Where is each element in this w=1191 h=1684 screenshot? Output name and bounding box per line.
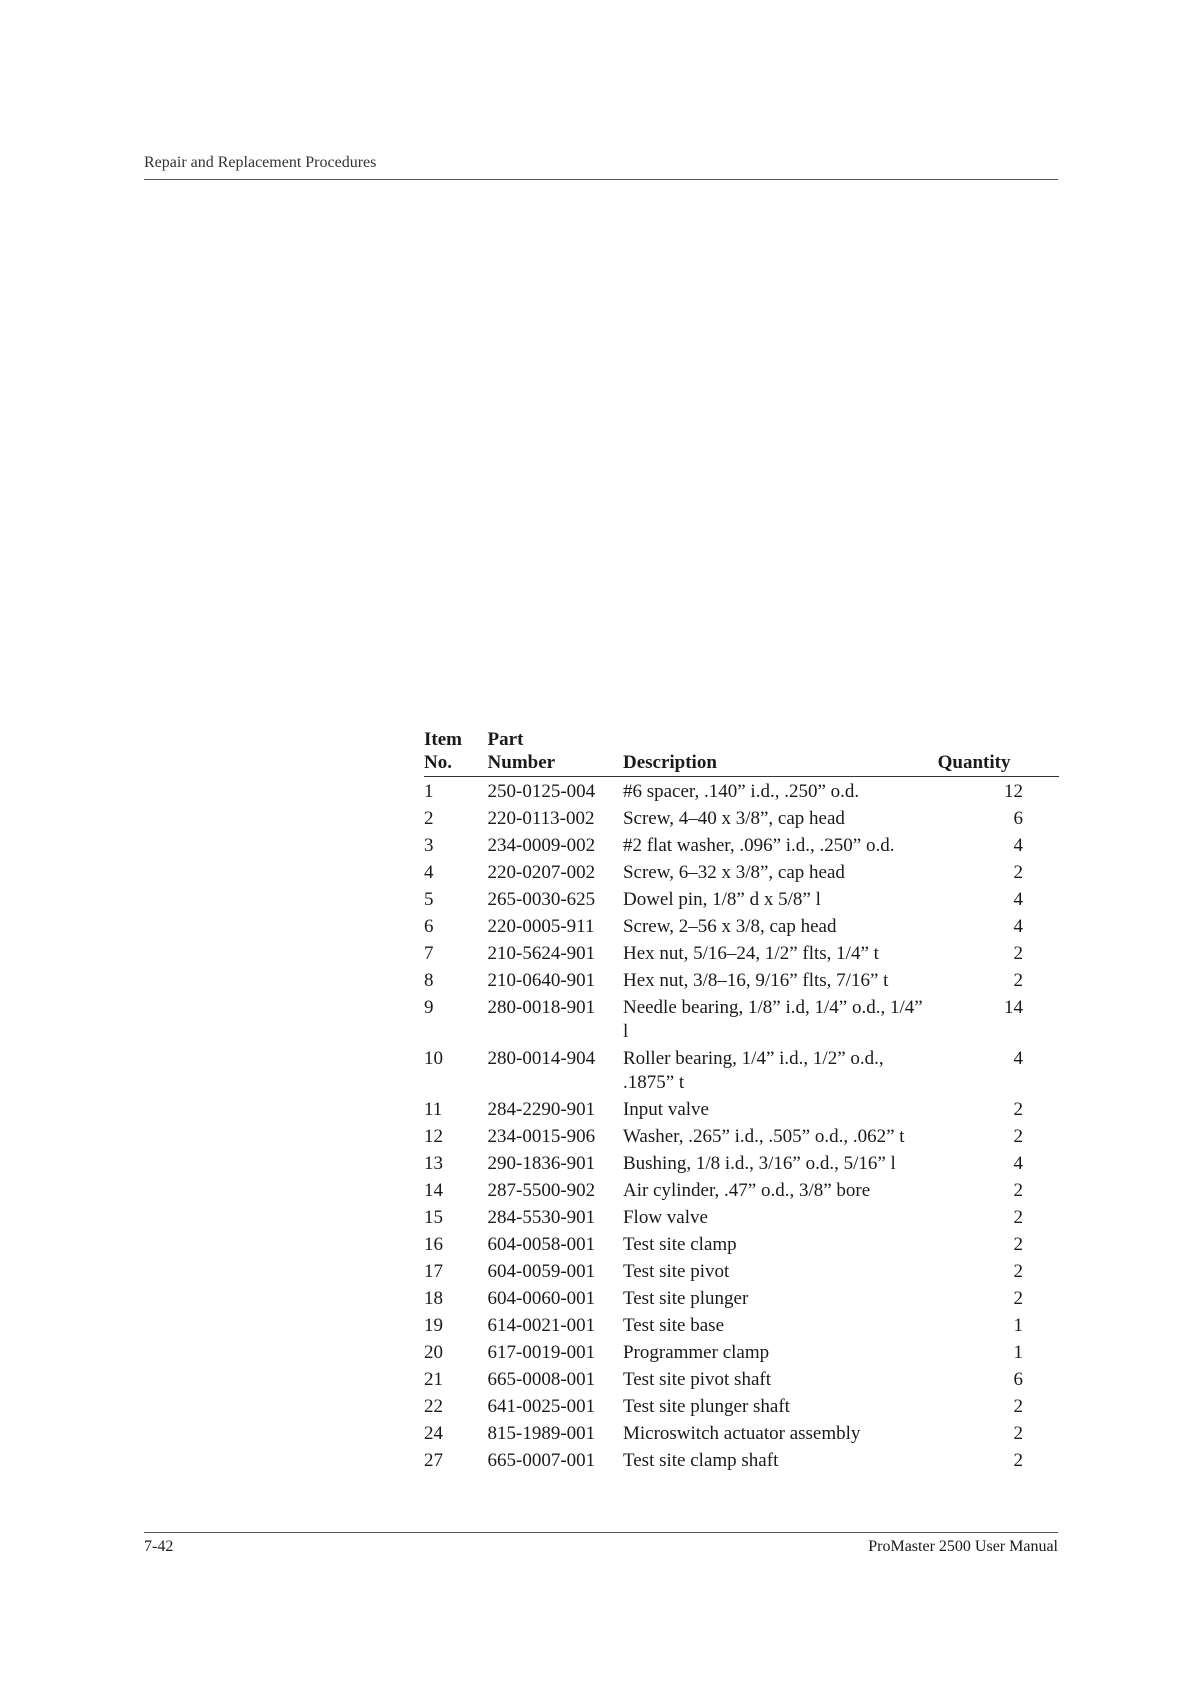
column-header-quantity: Quantity (938, 728, 1059, 777)
table-body (424, 777, 1059, 1474)
manual-title: ProMaster 2500 User Manual (868, 1538, 1058, 1555)
table-row (424, 1149, 1059, 1176)
quantity-cell: 2 (1013, 943, 1023, 964)
description-cell: Air cylinder, .47” o.d., 3/8” bore (622, 1180, 871, 1201)
table-row (424, 1122, 1059, 1149)
part-number-cell: 234-0009-002 (487, 835, 596, 856)
item-number-cell: 15 (424, 1207, 443, 1228)
item-number-cell: 27 (424, 1450, 443, 1471)
description-cell: Test site plunger shaft (622, 1396, 790, 1417)
column-header-description: Description (623, 728, 938, 777)
quantity-cell: 2 (1013, 862, 1023, 883)
part-number-cell: 665-0008-001 (487, 1369, 596, 1390)
description-cell: Dowel pin, 1/8” d x 5/8” l (622, 889, 821, 910)
description-cell: Hex nut, 5/16–24, 1/2” flts, 1/4” t (622, 943, 879, 964)
quantity-cell: 2 (1013, 1207, 1023, 1228)
column-header-item-no (424, 728, 488, 777)
description-cell: Screw, 6–32 x 3/8”, cap head (622, 862, 845, 883)
quantity-cell: 4 (1013, 835, 1023, 856)
part-number-cell: 234-0015-906 (487, 1126, 596, 1147)
table-row (424, 1230, 1059, 1257)
description-cell: Needle bearing, 1/8” i.d, 1/4” o.d., 1/4” l (622, 997, 923, 1042)
item-number-cell: 11 (424, 1099, 443, 1120)
quantity-cell: 2 (1013, 970, 1023, 991)
table-row (424, 858, 1059, 885)
part-number-cell: 220-0005-911 (487, 916, 595, 937)
table-row (424, 1176, 1059, 1203)
part-number-cell: 284-2290-901 (487, 1099, 596, 1120)
parts-list-table (424, 728, 1059, 1473)
item-number-cell: 22 (424, 1396, 443, 1417)
table-row (424, 1284, 1059, 1311)
item-number-cell: 13 (424, 1153, 443, 1174)
table-header (424, 728, 1059, 777)
column-header-item-line1: Item (424, 729, 462, 750)
part-number-cell: 604-0060-001 (487, 1288, 596, 1309)
quantity-cell: 2 (1013, 1423, 1023, 1444)
table-row (424, 1203, 1059, 1230)
part-number-cell: 287-5500-902 (487, 1180, 596, 1201)
item-number-cell: 5 (424, 889, 434, 910)
description-cell: Test site clamp (622, 1234, 737, 1255)
quantity-cell: 6 (1013, 808, 1023, 829)
description-cell: Screw, 4–40 x 3/8”, cap head (622, 808, 845, 829)
part-number-cell: 641-0025-001 (487, 1396, 596, 1417)
table-row (424, 1257, 1059, 1284)
footer-divider (144, 1532, 1058, 1533)
part-number-cell: 280-0018-901 (487, 997, 596, 1018)
table-row (424, 885, 1059, 912)
table-row (424, 777, 1059, 805)
quantity-cell: 1 (1013, 1342, 1023, 1363)
item-number-cell: 12 (424, 1126, 443, 1147)
item-number-cell: 16 (424, 1234, 443, 1255)
description-cell: Flow valve (622, 1207, 708, 1228)
table-row (424, 1044, 1059, 1095)
table-row (424, 1419, 1059, 1446)
quantity-cell: 4 (1013, 889, 1023, 910)
column-header-part-line1: Part (487, 729, 524, 750)
part-number-cell: 210-0640-901 (487, 970, 596, 991)
column-header-part-line2: Number (487, 752, 556, 773)
part-number-cell: 614-0021-001 (487, 1315, 596, 1336)
description-cell: Test site base (622, 1315, 724, 1336)
item-number-cell: 8 (424, 970, 434, 991)
quantity-cell: 4 (1013, 1153, 1023, 1174)
item-number-cell: 20 (424, 1342, 443, 1363)
table-header-row (424, 728, 1059, 777)
description-cell: #2 flat washer, .096” i.d., .250” o.d. (622, 835, 895, 856)
table-row (424, 966, 1059, 993)
page-number: 7-42 (144, 1538, 174, 1555)
item-number-cell: 3 (424, 835, 434, 856)
description-cell: Input valve (622, 1099, 709, 1120)
description-cell: Test site clamp shaft (622, 1450, 779, 1471)
table-row (424, 993, 1059, 1044)
table-row (424, 804, 1059, 831)
item-number-cell: 24 (424, 1423, 443, 1444)
part-number-cell: 250-0125-004 (487, 781, 596, 802)
quantity-cell: 2 (1013, 1234, 1023, 1255)
quantity-cell: 4 (1013, 1048, 1023, 1069)
quantity-cell: 4 (1013, 916, 1023, 937)
quantity-cell: 2 (1013, 1099, 1023, 1120)
quantity-cell: 6 (1013, 1369, 1023, 1390)
quantity-cell: 2 (1013, 1126, 1023, 1147)
item-number-cell: 14 (424, 1180, 443, 1201)
quantity-cell: 2 (1013, 1180, 1023, 1201)
table-row (424, 1392, 1059, 1419)
table-row (424, 1338, 1059, 1365)
description-cell: Hex nut, 3/8–16, 9/16” flts, 7/16” t (622, 970, 889, 991)
description-cell: Bushing, 1/8 i.d., 3/16” o.d., 5/16” l (622, 1153, 896, 1174)
description-cell: Washer, .265” i.d., .505” o.d., .062” t (622, 1126, 905, 1147)
quantity-cell: 2 (1013, 1450, 1023, 1471)
running-header: Repair and Replacement Procedures (144, 154, 377, 171)
description-cell: Test site plunger (622, 1288, 749, 1309)
description-cell: #6 spacer, .140” i.d., .250” o.d. (622, 781, 860, 802)
quantity-cell: 2 (1013, 1288, 1023, 1309)
table-row (424, 1311, 1059, 1338)
item-number-cell: 9 (424, 997, 434, 1018)
part-number-cell: 210-5624-901 (487, 943, 596, 964)
table-row (424, 1446, 1059, 1473)
description-cell: Microswitch actuator assembly (622, 1423, 861, 1444)
part-number-cell: 665-0007-001 (487, 1450, 596, 1471)
item-number-cell: 2 (424, 808, 434, 829)
table-row (424, 1365, 1059, 1392)
table-row (424, 831, 1059, 858)
part-number-cell: 604-0059-001 (487, 1261, 596, 1282)
item-number-cell: 19 (424, 1315, 443, 1336)
quantity-cell: 2 (1013, 1261, 1023, 1282)
part-number-cell: 220-0113-002 (487, 808, 595, 829)
table-row (424, 939, 1059, 966)
part-number-cell: 617-0019-001 (487, 1342, 596, 1363)
description-cell: Roller bearing, 1/4” i.d., 1/2” o.d., .1875” t (622, 1048, 884, 1093)
description-cell: Programmer clamp (622, 1342, 770, 1363)
description-cell: Test site pivot (622, 1261, 730, 1282)
column-header-item-line2: No. (424, 752, 452, 773)
column-header-part-number (488, 728, 623, 777)
header-divider (144, 179, 1058, 180)
item-number-cell: 10 (424, 1048, 443, 1069)
part-number-cell: 280-0014-904 (487, 1048, 596, 1069)
quantity-cell: 2 (1013, 1396, 1023, 1417)
part-number-cell: 815-1989-001 (487, 1423, 596, 1444)
part-number-cell: 265-0030-625 (487, 889, 596, 910)
quantity-cell: 1 (1013, 1315, 1023, 1336)
quantity-cell: 14 (1004, 997, 1023, 1018)
item-number-cell: 7 (424, 943, 434, 964)
item-number-cell: 1 (424, 781, 434, 802)
part-number-cell: 284-5530-901 (487, 1207, 596, 1228)
item-number-cell: 21 (424, 1369, 443, 1390)
description-cell: Test site pivot shaft (622, 1369, 771, 1390)
item-number-cell: 6 (424, 916, 434, 937)
part-number-cell: 290-1836-901 (487, 1153, 596, 1174)
table-row (424, 1095, 1059, 1122)
table-row (424, 912, 1059, 939)
part-number-cell: 220-0207-002 (487, 862, 596, 883)
item-number-cell: 4 (424, 862, 434, 883)
part-number-cell: 604-0058-001 (487, 1234, 596, 1255)
item-number-cell: 18 (424, 1288, 443, 1309)
quantity-cell: 12 (1004, 781, 1023, 802)
item-number-cell: 17 (424, 1261, 443, 1282)
description-cell: Screw, 2–56 x 3/8, cap head (622, 916, 837, 937)
